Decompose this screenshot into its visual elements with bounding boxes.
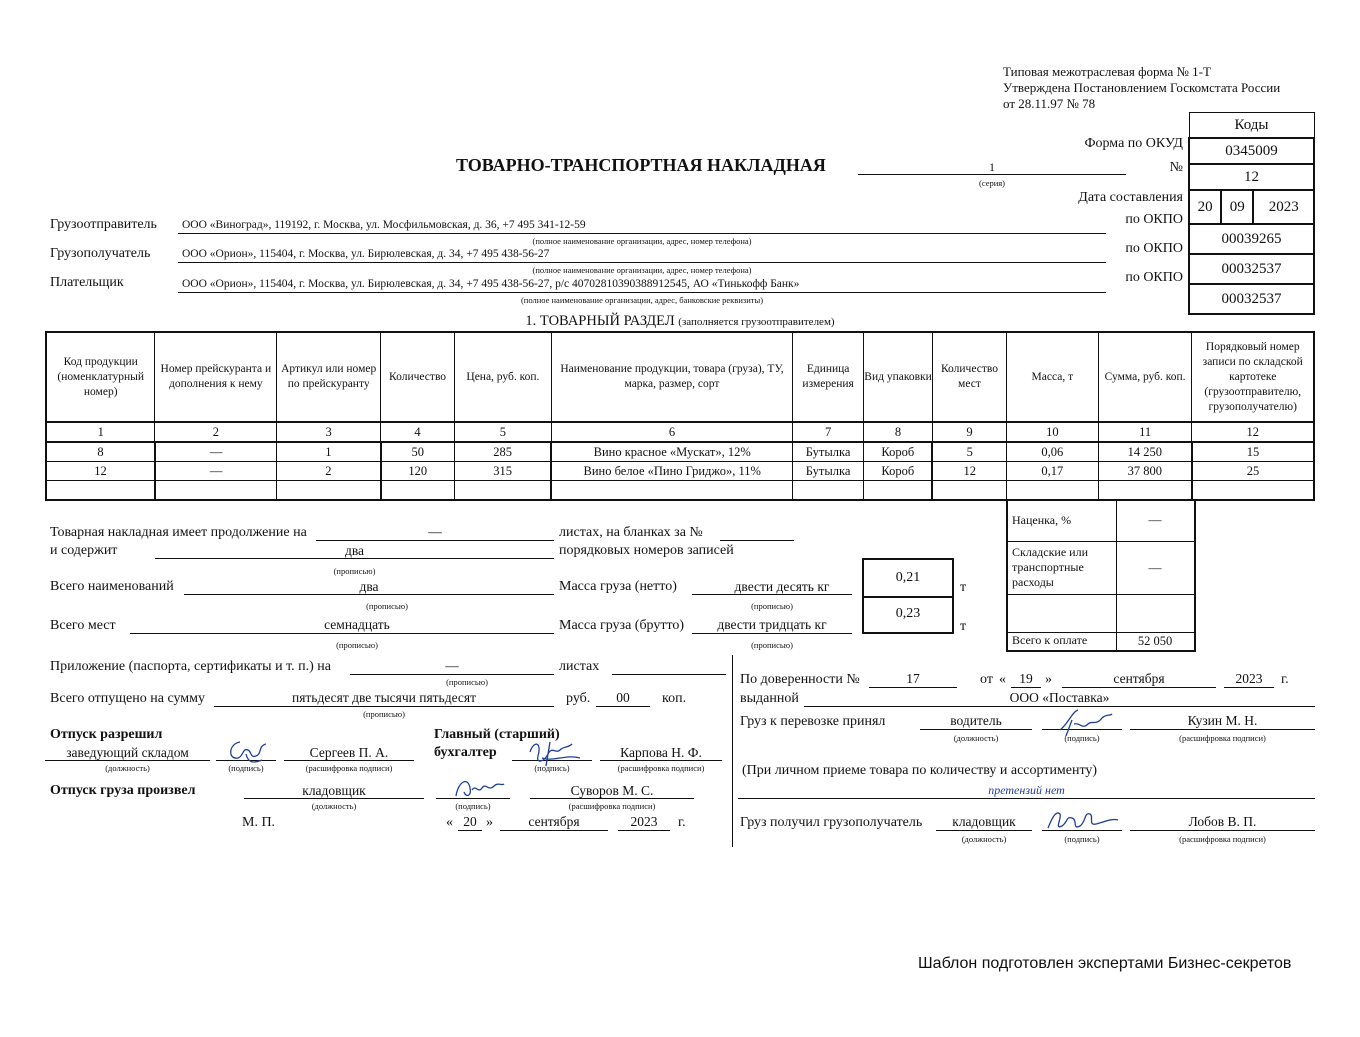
col-header: Код продукции (номенклатурный номер): [46, 332, 155, 422]
col-header: Номер прейскуранта и дополнения к нему: [155, 332, 277, 422]
cell-price: 285: [455, 442, 552, 462]
allowed-name-caption: (расшифровка подписи): [305, 763, 393, 773]
footer-note: Шаблон подготовлен экспертами Бизнес-секретов: [918, 955, 1292, 972]
consignee-okpo-code: 00032537: [1189, 254, 1314, 284]
total-places-value: семнадцать: [324, 617, 390, 632]
shipper-label: Грузоотправитель: [50, 217, 157, 232]
proxy-open-quote: «: [999, 672, 1006, 687]
cell-empty: [551, 481, 792, 501]
issued-label: выданной: [740, 691, 799, 706]
cell-pricelist: —: [155, 462, 277, 481]
net-caption: (прописью): [751, 601, 793, 611]
consignee-okpo-label: по ОКПО: [1125, 241, 1183, 256]
cell-article: 2: [277, 462, 381, 481]
produced-position-caption: (должность): [311, 801, 357, 811]
allowed-name: Сергеев П. А.: [309, 745, 389, 760]
chief-name-line: [600, 760, 722, 761]
accepted-signature-caption: (подпись): [1064, 733, 1100, 743]
goods-section-title: [0, 313, 1360, 330]
proxy-month: сентября: [1113, 671, 1165, 686]
cell-code: 8: [46, 442, 155, 462]
col-number: 4: [381, 422, 455, 442]
goods-section-note: (заполняется грузоотправителем): [678, 316, 835, 328]
cell-package: Короб: [864, 442, 933, 462]
payer-okpo-label: по ОКПО: [1125, 270, 1183, 285]
markup-value: —: [1116, 499, 1193, 541]
net-label: Масса груза (нетто): [559, 579, 677, 594]
received-name-caption: (расшифровка подписи): [1179, 834, 1266, 844]
col-number: 7: [793, 422, 864, 442]
number-label: №: [1169, 160, 1183, 175]
proxy-number: 17: [906, 671, 920, 686]
signature-allowed-icon: [222, 734, 272, 770]
gross-unit: т: [960, 619, 967, 634]
proxy-year-line: [1224, 687, 1274, 688]
shipper-value: ООО «Виноград», 119192, г. Москва, ул. Мосфильмовская, д. 36, +7 495 341-12-59: [182, 219, 586, 231]
allowed-position-caption: (должность): [105, 763, 150, 773]
table-row: [46, 442, 1314, 462]
consignee-label: Грузополучатель: [50, 246, 151, 261]
accepted-position: водитель: [950, 713, 1002, 728]
released-sum-line: [214, 706, 554, 707]
signature-produced-icon: [448, 772, 508, 802]
release-date-year-line: [618, 830, 670, 831]
total-places-line: [130, 633, 554, 634]
gross-label: Масса груза (брутто): [559, 618, 685, 633]
accepted-label: Груз к перевозке принял: [740, 714, 886, 729]
cell-empty: [381, 481, 455, 501]
released-sum-label: Всего отпущено на сумму: [50, 691, 206, 706]
continuation-line: [316, 540, 554, 541]
net-unit: т: [960, 580, 967, 595]
stamp-label: М. П.: [242, 815, 276, 830]
proxy-year: 2023: [1235, 671, 1263, 686]
sheets-blanks-label: листах, на бланках за №: [559, 525, 703, 540]
cell-empty: [277, 481, 381, 501]
net-words: двести десять кг: [734, 579, 830, 594]
totals-box: [1006, 499, 1196, 652]
cell-pricelist: —: [155, 442, 277, 462]
issued-value: ООО «Поставка»: [1009, 690, 1110, 705]
allowed-position-line: [45, 760, 210, 761]
attachment-value: —: [445, 658, 459, 673]
attachment-label: Приложение (паспорта, сертификаты и т. п.) на: [50, 659, 332, 674]
cell-empty: [1006, 481, 1098, 501]
received-signature-caption: (подпись): [1064, 834, 1100, 844]
release-produced-label: Отпуск груза произвел: [50, 783, 196, 798]
cell-unit: Бутылка: [793, 462, 864, 481]
expenses-value: —: [1116, 541, 1193, 594]
cell-record-number: 25: [1192, 462, 1314, 481]
date-label: Дата составления: [1078, 190, 1183, 205]
cell-product-name: Вино белое «Пино Гриджо», 11%: [551, 462, 792, 481]
col-header: Порядковый номер записи по складской картотеке (грузоотправителю, грузополучателю): [1192, 332, 1314, 422]
goods-header-row: [46, 332, 1314, 422]
cell-price: 315: [455, 462, 552, 481]
okud-code: 0345009: [1189, 138, 1314, 164]
goods-colnum-row: [46, 422, 1314, 442]
shipper-caption: (полное наименование организации, адрес, номер телефона): [532, 236, 752, 246]
records-label: порядковых номеров записей: [559, 543, 734, 558]
payer-label: Плательщик: [50, 275, 124, 290]
date-month-code: 09: [1221, 190, 1253, 224]
consignee-caption: (полное наименование организации, адрес, номер телефона): [532, 265, 752, 275]
cell-empty: [1098, 481, 1192, 501]
signature-accepted-icon: [1052, 706, 1114, 738]
kop-value: 00: [616, 690, 630, 705]
cell-sum: 14 250: [1098, 442, 1192, 462]
payer-value: ООО «Орион», 115404, г. Москва, ул. Бирюлевская, д. 34, +7 495 438-56-27, р/с 40702810390388912545, АО «Тинькофф Банк»: [182, 278, 800, 290]
col-number: 6: [551, 422, 792, 442]
released-sum-value: пятьдесят две тысячи пятьдесят: [291, 690, 477, 705]
markup-row: [1008, 499, 1194, 542]
table-row: [46, 481, 1314, 501]
col-number: 12: [1192, 422, 1314, 442]
table-row: [46, 462, 1314, 481]
produced-position-line: [244, 798, 424, 799]
received-position-caption: (должность): [961, 834, 1007, 844]
col-header: Количество: [381, 332, 455, 422]
blanks-line: [720, 540, 794, 541]
continuation-value: —: [428, 524, 442, 539]
cell-quantity: 120: [381, 462, 455, 481]
contains-value: два: [344, 543, 365, 558]
cell-unit: Бутылка: [793, 442, 864, 462]
payer-caption: (полное наименование организации, адрес, банковские реквизиты): [520, 295, 764, 305]
col-number: 10: [1006, 422, 1098, 442]
cell-empty: [155, 481, 277, 501]
expenses-label: Складские или транспортные расходы: [1012, 545, 1088, 589]
cell-product-name: Вино красное «Мускат», 12%: [551, 442, 792, 462]
col-header: Сумма, руб. коп.: [1098, 332, 1192, 422]
shipper-okpo-code: 00039265: [1189, 224, 1314, 254]
total-pay-value: 52 050: [1116, 632, 1193, 650]
col-header: Цена, руб. коп.: [455, 332, 552, 422]
markup-label: Наценка, %: [1012, 513, 1072, 527]
codes-header: Коды: [1189, 113, 1314, 139]
rub-label: руб.: [566, 691, 591, 706]
total-names-value: два: [359, 579, 379, 594]
col-number: 11: [1098, 422, 1192, 442]
total-pay-row: [1008, 632, 1194, 650]
allowed-name-line: [284, 760, 414, 761]
col-number: 5: [455, 422, 552, 442]
produced-name-line: [530, 798, 694, 799]
accepted-name-line: [1130, 729, 1315, 730]
consignee-value: ООО «Орион», 115404, г. Москва, ул. Бирюлевская, д. 34, +7 495 438-56-27: [182, 248, 550, 260]
form-approval-line3: от 28.11.97 № 78: [1003, 96, 1096, 111]
date-day-code: 20: [1189, 190, 1221, 224]
cell-record-number: 15: [1192, 442, 1314, 462]
attachment-caption: (прописью): [446, 677, 488, 687]
contains-caption: (прописью): [333, 566, 376, 576]
accepted-position-caption: (должность): [953, 733, 999, 743]
proxy-label: По доверенности №: [740, 672, 860, 687]
release-date-month: сентября: [528, 814, 580, 829]
release-date-month-line: [500, 830, 608, 831]
release-date-year: 2023: [630, 814, 658, 829]
release-allowed-label: Отпуск разрешил: [50, 727, 163, 742]
blank-row: [1008, 594, 1194, 633]
col-number: 8: [864, 422, 933, 442]
col-header: Количество мест: [932, 332, 1006, 422]
release-date-day-line: [458, 830, 482, 831]
cell-places: 5: [932, 442, 1006, 462]
series-value: 1: [989, 160, 995, 174]
gross-caption: (прописью): [751, 640, 793, 650]
col-number: 1: [46, 422, 155, 442]
col-number: 2: [155, 422, 277, 442]
total-names-label: Всего наименований: [50, 579, 174, 594]
proxy-number-line: [869, 687, 957, 688]
total-places-caption: (прописью): [336, 640, 378, 650]
payer-line: [178, 292, 1106, 293]
cell-code: 12: [46, 462, 155, 481]
release-date-day: 20: [463, 814, 477, 829]
attachment-sheets-line: [612, 674, 726, 675]
chief-label: Главный (старший): [434, 727, 560, 742]
series-caption: (серия): [978, 178, 1006, 188]
personal-note: (При личном приеме товара по количеству и ассортименту): [742, 763, 1098, 778]
proxy-from-label: от: [980, 672, 993, 687]
col-header: Вид упаковки: [864, 332, 933, 422]
page-title: ТОВАРНО-ТРАНСПОРТНАЯ НАКЛАДНАЯ: [456, 155, 826, 175]
total-pay-label: Всего к оплате: [1012, 633, 1088, 647]
proxy-close-quote: »: [1045, 672, 1052, 687]
payer-okpo-code: 00032537: [1189, 284, 1314, 314]
claims-text: претензий нет: [988, 783, 1065, 797]
cell-empty: [1192, 481, 1314, 501]
produced-name-caption: (расшифровка подписи): [568, 801, 656, 811]
date-year-code: 2023: [1253, 190, 1314, 224]
cell-empty: [46, 481, 155, 501]
cell-quantity: 50: [381, 442, 455, 462]
accepted-name-caption: (расшифровка подписи): [1179, 733, 1266, 743]
kop-label: коп.: [662, 691, 687, 706]
produced-position: кладовщик: [302, 783, 366, 798]
proxy-day-line: [1011, 687, 1041, 688]
kop-line: [596, 706, 650, 707]
received-position-line: [936, 830, 1032, 831]
cell-article: 1: [277, 442, 381, 462]
cell-mass: 0,17: [1006, 462, 1098, 481]
shipper-line: [178, 233, 1106, 234]
col-header: Артикул или номер по прейскуранту: [277, 332, 381, 422]
goods-section-title-main: 1. ТОВАРНЫЙ РАЗДЕЛ: [525, 313, 675, 329]
continuation-label: Товарная накладная имеет продолжение на: [50, 525, 307, 540]
cell-empty: [932, 481, 1006, 501]
chief-name-caption: (расшифровка подписи): [617, 763, 705, 773]
received-name-line: [1130, 830, 1315, 831]
allowed-signature-caption: (подпись): [228, 763, 264, 773]
attachment-line: [350, 674, 554, 675]
cell-empty: [455, 481, 552, 501]
total-names-caption: (прописью): [366, 601, 408, 611]
gross-words: двести тридцать кг: [717, 617, 827, 632]
proxy-year-suffix: г.: [1281, 672, 1289, 687]
gross-value-box: 0,23: [862, 596, 954, 634]
release-date-close-quote: »: [486, 815, 493, 830]
goods-table: [45, 331, 1315, 501]
cell-sum: 37 800: [1098, 462, 1192, 481]
proxy-day: 19: [1019, 671, 1033, 686]
attachment-sheets-label: листах: [559, 659, 600, 674]
form-approval-line1: Типовая межотраслевая форма № 1-Т: [1003, 64, 1211, 79]
consignee-line: [178, 262, 1106, 263]
codes-table: [1188, 112, 1315, 315]
shipper-okpo-label: по ОКПО: [1125, 212, 1183, 227]
col-number: 9: [932, 422, 1006, 442]
claims-line: [738, 798, 1315, 799]
received-label: Груз получил грузополучатель: [740, 815, 923, 830]
net-value-box: 0,21: [862, 558, 954, 598]
chief-label-2: бухгалтер: [434, 745, 497, 760]
accepted-position-line: [920, 729, 1032, 730]
accepted-name: Кузин М. Н.: [1187, 713, 1258, 728]
col-header: Масса, т: [1006, 332, 1098, 422]
received-position: кладовщик: [952, 814, 1016, 829]
received-name: Лобов В. П.: [1188, 814, 1257, 829]
release-date-year-suffix: г.: [678, 815, 686, 830]
section-divider: [732, 655, 733, 847]
expenses-row: [1008, 541, 1194, 595]
allowed-position: заведующий складом: [66, 745, 189, 760]
released-sum-caption: (прописью): [363, 709, 405, 719]
form-approval: [1003, 64, 1280, 112]
produced-signature-caption: (подпись): [455, 801, 491, 811]
release-date-open-quote: «: [446, 815, 453, 830]
total-places-label: Всего мест: [50, 618, 116, 633]
chief-signature-caption: (подпись): [534, 763, 570, 773]
chief-name: Карпова Н. Ф.: [620, 745, 702, 760]
produced-name: Суворов М. С.: [570, 783, 654, 798]
col-number: 3: [277, 422, 381, 442]
gross-line: [692, 633, 852, 634]
col-header: Наименование продукции, товара (груза), ТУ, марка, размер, сорт: [551, 332, 792, 422]
cell-package: Короб: [864, 462, 933, 481]
cell-places: 12: [932, 462, 1006, 481]
col-header: Единица измерения: [793, 332, 864, 422]
okud-label: Форма по ОКУД: [1084, 136, 1183, 151]
proxy-month-line: [1062, 687, 1216, 688]
doc-number-code: 12: [1189, 164, 1314, 190]
signature-chief-icon: [520, 732, 590, 772]
cell-empty: [793, 481, 864, 501]
cell-mass: 0,06: [1006, 442, 1098, 462]
cell-empty: [864, 481, 933, 501]
form-approval-line2: Утверждена Постановлением Госкомстата России: [1003, 80, 1281, 95]
contains-label: и содержит: [50, 543, 118, 558]
blank-divider: [1116, 594, 1117, 632]
signature-received-icon: [1042, 804, 1122, 834]
